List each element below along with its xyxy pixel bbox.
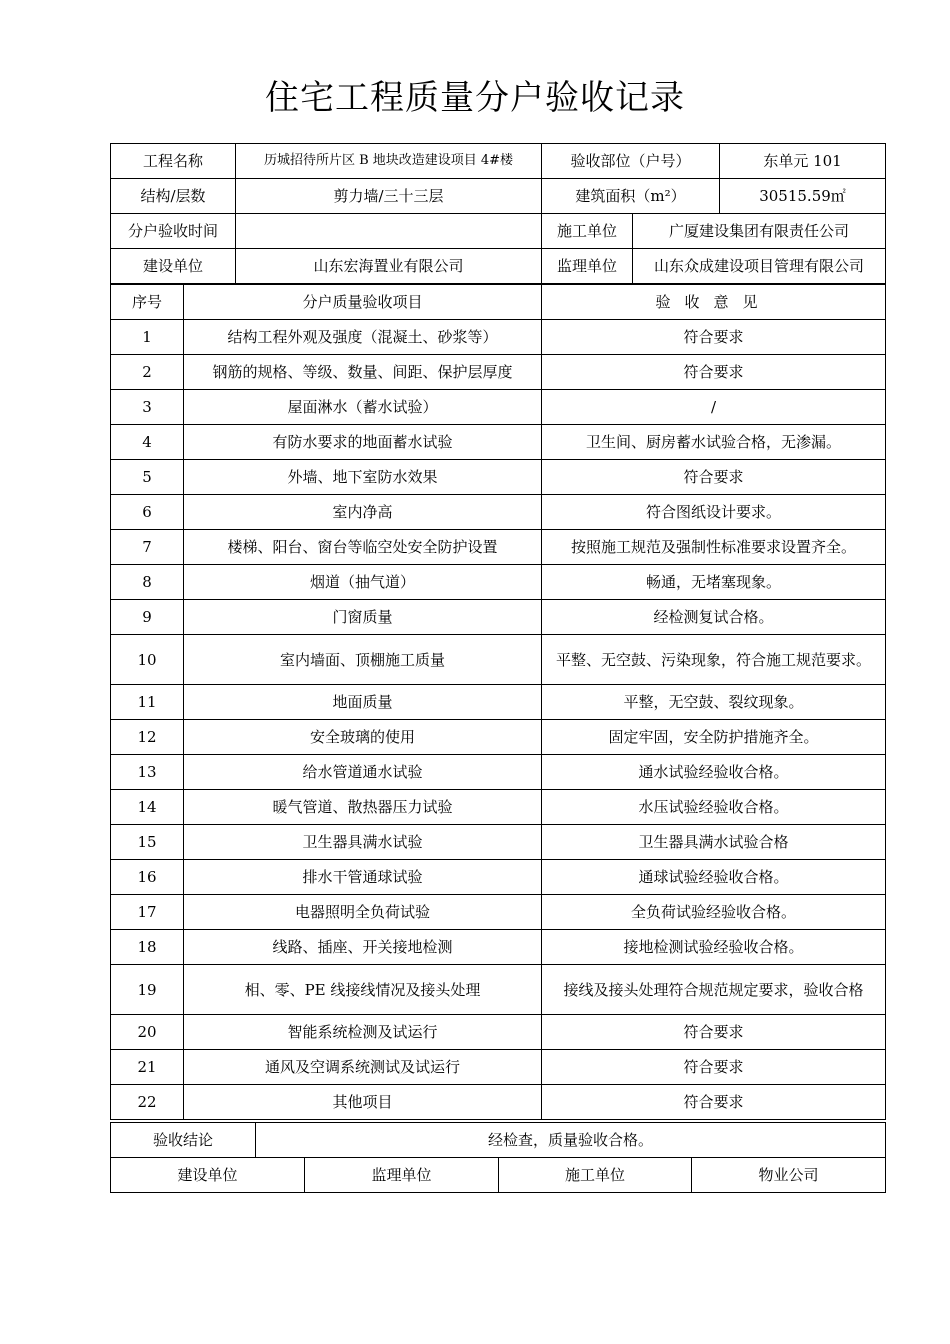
item-no: 3 — [111, 390, 184, 425]
item-no: 6 — [111, 495, 184, 530]
item-name: 通风及空调系统测试及试运行 — [184, 1050, 542, 1085]
item-no: 2 — [111, 355, 184, 390]
item-no: 21 — [111, 1050, 184, 1085]
item-opinion: 符合要求 — [542, 1015, 886, 1050]
item-no: 1 — [111, 320, 184, 355]
item-opinion: / — [542, 390, 886, 425]
item-name: 地面质量 — [184, 685, 542, 720]
item-name: 钢筋的规格、等级、数量、间距、保护层厚度 — [184, 355, 542, 390]
structure-value: 剪力墙/三十三层 — [236, 179, 542, 214]
item-name: 室内墙面、顶棚施工质量 — [184, 635, 542, 685]
table-row — [111, 425, 886, 460]
table-row — [111, 755, 886, 790]
item-no: 15 — [111, 825, 184, 860]
supervisor-label: 监理单位 — [542, 249, 633, 284]
contractor-value: 广厦建设集团有限责任公司 — [633, 214, 886, 249]
item-name: 卫生器具满水试验 — [184, 825, 542, 860]
item-opinion: 全负荷试验经验收合格。 — [542, 895, 886, 930]
item-name: 智能系统检测及试运行 — [184, 1015, 542, 1050]
item-no: 12 — [111, 720, 184, 755]
area-label: 建筑面积（m²） — [542, 179, 720, 214]
table-row — [111, 895, 886, 930]
area-value: 30515.59㎡ — [720, 179, 886, 214]
item-opinion: 经检测复试合格。 — [542, 600, 886, 635]
item-opinion: 符合要求 — [542, 355, 886, 390]
item-no: 4 — [111, 425, 184, 460]
signature-supervisor: 监理单位 — [305, 1158, 499, 1193]
item-no: 8 — [111, 565, 184, 600]
table-row — [111, 1015, 886, 1050]
item-name: 安全玻璃的使用 — [184, 720, 542, 755]
item-no: 17 — [111, 895, 184, 930]
contractor-label: 施工单位 — [542, 214, 633, 249]
conclusion-text: 经检查，质量验收合格。 — [256, 1123, 886, 1158]
item-no: 19 — [111, 965, 184, 1015]
conclusion-row — [111, 1123, 886, 1158]
item-opinion: 畅通，无堵塞现象。 — [542, 565, 886, 600]
item-name: 屋面淋水（蓄水试验） — [184, 390, 542, 425]
item-opinion: 接地检测试验经验收合格。 — [542, 930, 886, 965]
item-no: 13 — [111, 755, 184, 790]
item-name: 电器照明全负荷试验 — [184, 895, 542, 930]
item-opinion: 符合要求 — [542, 1085, 886, 1120]
item-no: 7 — [111, 530, 184, 565]
table-row — [111, 860, 886, 895]
item-opinion: 符合图纸设计要求。 — [542, 495, 886, 530]
item-name: 结构工程外观及强度（混凝土、砂浆等） — [184, 320, 542, 355]
items-header-row — [111, 285, 886, 320]
item-name: 排水干管通球试验 — [184, 860, 542, 895]
item-opinion: 符合要求 — [542, 1050, 886, 1085]
signature-developer: 建设单位 — [111, 1158, 305, 1193]
item-opinion: 符合要求 — [542, 460, 886, 495]
structure-label: 结构/层数 — [111, 179, 236, 214]
item-no: 10 — [111, 635, 184, 685]
location-label: 验收部位（户号） — [542, 144, 720, 179]
info-row-time — [111, 214, 886, 249]
supervisor-value: 山东众成建设项目管理有限公司 — [633, 249, 886, 284]
item-no: 9 — [111, 600, 184, 635]
header-opinion: 验收意见 — [542, 285, 886, 320]
info-row-project — [111, 144, 886, 179]
developer-label: 建设单位 — [111, 249, 236, 284]
project-name-value: 历城招待所片区 B 地块改造建设项目 4#楼 — [236, 144, 542, 179]
item-name: 外墙、地下室防水效果 — [184, 460, 542, 495]
item-opinion: 水压试验经验收合格。 — [542, 790, 886, 825]
item-opinion: 平整、无空鼓、污染现象，符合施工规范要求。 — [542, 635, 886, 685]
table-row — [111, 790, 886, 825]
item-name: 暖气管道、散热器压力试验 — [184, 790, 542, 825]
table-row — [111, 320, 886, 355]
signature-contractor: 施工单位 — [499, 1158, 692, 1193]
item-opinion: 按照施工规范及强制性标准要求设置齐全。 — [542, 530, 886, 565]
item-opinion: 平整，无空鼓、裂纹现象。 — [542, 685, 886, 720]
item-name: 烟道（抽气道） — [184, 565, 542, 600]
item-no: 22 — [111, 1085, 184, 1120]
item-opinion: 卫生间、厨房蓄水试验合格，无渗漏。 — [542, 425, 886, 460]
table-row — [111, 495, 886, 530]
item-name: 给水管道通水试验 — [184, 755, 542, 790]
table-row — [111, 635, 886, 685]
info-row-developer — [111, 249, 886, 284]
item-name: 相、零、PE 线接线情况及接头处理 — [184, 965, 542, 1015]
header-item: 分户质量验收项目 — [184, 285, 542, 320]
conclusion-label: 验收结论 — [111, 1123, 256, 1158]
signature-table — [110, 1157, 886, 1193]
item-no: 20 — [111, 1015, 184, 1050]
table-row — [111, 1085, 886, 1120]
item-no: 18 — [111, 930, 184, 965]
time-label: 分户验收时间 — [111, 214, 236, 249]
inspection-items-table — [110, 284, 886, 1120]
item-opinion: 符合要求 — [542, 320, 886, 355]
table-row — [111, 825, 886, 860]
table-row — [111, 600, 886, 635]
item-opinion: 通球试验经验收合格。 — [542, 860, 886, 895]
item-opinion: 固定牢固，安全防护措施齐全。 — [542, 720, 886, 755]
table-row — [111, 530, 886, 565]
table-row — [111, 355, 886, 390]
time-value — [236, 214, 542, 249]
item-no: 11 — [111, 685, 184, 720]
table-row — [111, 930, 886, 965]
developer-value: 山东宏海置业有限公司 — [236, 249, 542, 284]
item-opinion: 通水试验经验收合格。 — [542, 755, 886, 790]
table-row — [111, 720, 886, 755]
item-name: 楼梯、阳台、窗台等临空处安全防护设置 — [184, 530, 542, 565]
location-value: 东单元 101 — [720, 144, 886, 179]
table-row — [111, 685, 886, 720]
header-no: 序号 — [111, 285, 184, 320]
item-no: 5 — [111, 460, 184, 495]
project-name-label: 工程名称 — [111, 144, 236, 179]
table-row — [111, 390, 886, 425]
item-name: 室内净高 — [184, 495, 542, 530]
item-no: 16 — [111, 860, 184, 895]
page-title: 住宅工程质量分户验收记录 — [265, 78, 685, 118]
item-name: 线路、插座、开关接地检测 — [184, 930, 542, 965]
item-name: 其他项目 — [184, 1085, 542, 1120]
project-info-table — [110, 143, 886, 284]
signature-row — [111, 1158, 886, 1193]
conclusion-table — [110, 1122, 886, 1158]
item-opinion: 卫生器具满水试验合格 — [542, 825, 886, 860]
table-row — [111, 1050, 886, 1085]
item-name: 门窗质量 — [184, 600, 542, 635]
item-opinion: 接线及接头处理符合规范规定要求，验收合格 — [542, 965, 886, 1015]
table-row — [111, 565, 886, 600]
signature-property: 物业公司 — [692, 1158, 886, 1193]
table-row — [111, 965, 886, 1015]
item-no: 14 — [111, 790, 184, 825]
info-row-structure — [111, 179, 886, 214]
item-name: 有防水要求的地面蓄水试验 — [184, 425, 542, 460]
table-row — [111, 460, 886, 495]
